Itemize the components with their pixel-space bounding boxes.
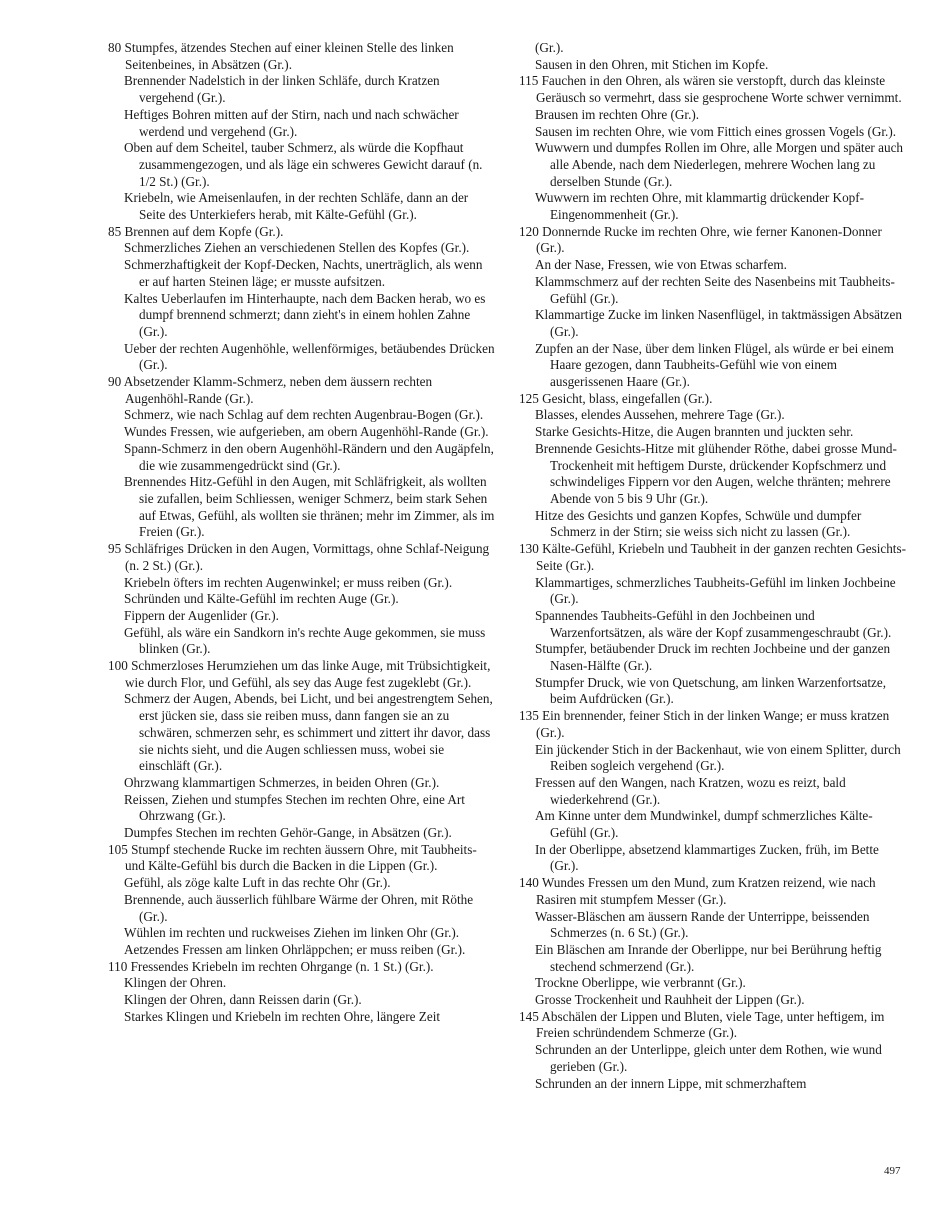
symptom-entry: Heftiges Bohren mitten auf der Stirn, nach und nach schwächer werdend und vergehend (Gr.). bbox=[124, 106, 459, 139]
symptom-entry: Zupfen an der Nase, über dem linken Flügel, als würde er bei einem Haare gezogen, dann Taubheits-Gefühl wie von einem ausgerissenen Haare (Gr.). bbox=[535, 340, 894, 390]
symptom-entry: Sausen in den Ohren, mit Stichen im Kopfe. bbox=[535, 56, 769, 72]
symptom-entry: Wundes Fressen, wie aufgerieben, am obern Augenhöhl-Rande (Gr.). bbox=[124, 424, 489, 440]
symptom-entry: Oben auf dem Scheitel, tauber Schmerz, als würde die Kopfhaut zusammengezogen, und als läge ein schweres Gewicht darauf (n. 1/2 St.) (Gr.). bbox=[124, 140, 483, 189]
symptom-entry: Kriebeln, wie Ameisenlaufen, in der rechten Schläfe, dann an der Seite des Unterkiefers herab, mit Kälte-Gefühl (Gr.). bbox=[124, 190, 469, 223]
symptom-entry: Starkes Klingen und Kriebeln im rechten Ohre, längere Zeit bbox=[124, 1008, 441, 1024]
page-number: 497 bbox=[884, 1165, 901, 1177]
symptom-entry: 120 Donnernde Rucke im rechten Ohre, wie ferner Kanonen-Donner (Gr.). bbox=[519, 223, 882, 256]
symptom-entry: Blasses, elendes Aussehen, mehrere Tage (Gr.). bbox=[535, 407, 785, 423]
symptom-entry: Stumpfer, betäubender Druck im rechten Jochbeine und der ganzen Nasen-Hälfte (Gr.). bbox=[535, 641, 891, 674]
symptom-entry: Starke Gesichts-Hitze, die Augen brannten und juckten sehr. bbox=[535, 424, 854, 440]
symptom-entry: Spannendes Taubheits-Gefühl in den Jochbeinen und Warzenfortsätzen, als wäre der Kopf zusammengeschraubt (Gr.). bbox=[535, 607, 892, 640]
symptom-entry: Klammschmerz auf der rechten Seite des Nasenbeins mit Taubheits-Gefühl (Gr.). bbox=[535, 273, 895, 306]
symptom-entry: Schmerz der Augen, Abends, bei Licht, und bei angestrengtem Sehen, erst jücken sie, dass sie reiben muss, dann fangen sie an zu schwären, schmerzen sehr, es schimmert und zittert ihr davor, dass sie nichts sieht, und die Augen schliessen muss, wobei sie einschläft (Gr.). bbox=[124, 691, 493, 774]
symptom-entry: 110 Fressendes Kriebeln im rechten Ohrgange (n. 1 St.) (Gr.). bbox=[108, 958, 434, 974]
symptom-entry: 90 Absetzender Klamm-Schmerz, neben dem äussern rechten Augenhöhl-Rande (Gr.). bbox=[108, 374, 433, 406]
symptom-entry: Schmerzliches Ziehen an verschiedenen Stellen des Kopfes (Gr.). bbox=[124, 240, 470, 256]
symptom-entry: Fippern der Augenlider (Gr.). bbox=[124, 607, 279, 623]
symptom-entry: Schründen und Kälte-Gefühl im rechten Auge (Gr.). bbox=[124, 591, 399, 607]
symptom-entry: Spann-Schmerz in den obern Augenhöhl-Rändern und den Augäpfeln, die wie zusammengedrückt sind (Gr.). bbox=[124, 440, 494, 473]
symptom-entry: Aetzendes Fressen am linken Ohrläppchen; er muss reiben (Gr.). bbox=[124, 941, 466, 957]
symptom-entry: Sausen im rechten Ohre, wie vom Fittich eines grossen Vogels (Gr.). bbox=[535, 123, 897, 139]
symptom-entry: Wasser-Bläschen am äussern Rande der Unterrippe, beissenden Schmerzes (n. 6 St.) (Gr.). bbox=[535, 908, 870, 941]
symptom-entry: Fressen auf den Wangen, nach Kratzen, wozu es reizt, bald wiederkehrend (Gr.). bbox=[535, 774, 846, 807]
symptom-entry: Klammartiges, schmerzliches Taubheits-Gefühl im linken Jochbeine (Gr.). bbox=[535, 574, 896, 607]
symptom-entry: Brennender Nadelstich in der linken Schläfe, durch Kratzen vergehend (Gr.). bbox=[124, 73, 440, 106]
symptom-entry: Stumpfer Druck, wie von Quetschung, am linken Warzenfortsatze, beim Aufdrücken (Gr.). bbox=[535, 674, 886, 707]
symptom-entry: Brennende Gesichts-Hitze mit glühender Röthe, dabei grosse Mund-Trockenheit mit heftigem Durste, drückender Kopfschmerz und schwindeliges Fippern vor den Augen, welche thränten; mehrere Abende von 5 bis 9 Uhr (Gr.). bbox=[535, 440, 897, 506]
symptom-entry: In der Oberlippe, absetzend klammartiges Zucken, früh, im Bette (Gr.). bbox=[535, 841, 879, 874]
symptom-entry: Klingen der Ohren. bbox=[124, 975, 227, 991]
symptom-entry: Wuwwern im rechten Ohre, mit klammartig drückender Kopf-Eingenommenheit (Gr.). bbox=[535, 190, 865, 223]
symptom-entry: 105 Stumpf stechende Rucke im rechten äussern Ohre, mit Taubheits- und Kälte-Gefühl bis durch die Backen in die Lippen (Gr.). bbox=[108, 841, 477, 874]
symptom-entry: Gefühl, als wäre ein Sandkorn in's rechte Auge gekommen, sie muss blinken (Gr.). bbox=[124, 624, 486, 657]
symptom-entry: Klammartige Zucke im linken Nasenflügel, in taktmässigen Absätzen (Gr.). bbox=[535, 307, 902, 339]
symptom-entry: 85 Brennen auf dem Kopfe (Gr.). bbox=[108, 223, 284, 239]
symptom-entry: (Gr.). bbox=[535, 40, 564, 55]
symptom-entry: Hitze des Gesichts und ganzen Kopfes, Schwüle und dumpfer Schmerz in der Stirn; sie weiss sich nicht zu lassen (Gr.). bbox=[535, 507, 862, 540]
symptom-entry: Wuwwern und dumpfes Rollen im Ohre, alle Morgen und später auch alle Abende, nach dem Niederlegen, mehrere Wochen lang zu derselben Stunde (Gr.). bbox=[535, 140, 904, 189]
left-column bbox=[108, 40, 496, 1025]
symptom-entry: 100 Schmerzloses Herumziehen um das linke Auge, mit Trübsichtigkeit, wie durch Flor, und Gefühl, als sey das Auge fest zugeklebt (Gr.). bbox=[108, 658, 491, 690]
symptom-entry: Schmerz, wie nach Schlag auf dem rechten Augenbrau-Bogen (Gr.). bbox=[124, 407, 484, 423]
symptom-entry: Ein Bläschen am Inrande der Oberlippe, nur bei Berührung heftig stechend schmerzend (Gr.). bbox=[535, 941, 882, 974]
symptom-entry: Ein jückender Stich in der Backenhaut, wie von einem Splitter, durch Reiben sogleich vergehend (Gr.). bbox=[535, 741, 901, 774]
symptom-entry: Grosse Trockenheit und Rauhheit der Lippen (Gr.). bbox=[535, 992, 805, 1008]
symptom-entry: Kriebeln öfters im rechten Augenwinkel; er muss reiben (Gr.). bbox=[124, 574, 453, 590]
symptom-entry: Klingen der Ohren, dann Reissen darin (Gr.). bbox=[124, 992, 362, 1008]
symptom-entry: 145 Abschälen der Lippen und Bluten, viele Tage, unter heftigem, im Freien schründendem Schmerze (Gr.). bbox=[519, 1008, 885, 1041]
symptom-entry: Am Kinne unter dem Mundwinkel, dumpf schmerzliches Kälte-Gefühl (Gr.). bbox=[535, 808, 873, 841]
symptom-entry: 80 Stumpfes, ätzendes Stechen auf einer kleinen Stelle des linken Seitenbeines, in Absätzen (Gr.). bbox=[108, 40, 454, 72]
symptom-entry: 115 Fauchen in den Ohren, als wären sie verstopft, durch das kleinste Geräusch so vermehrt, dass sie gesprochene Worte schwer vernimmt. bbox=[519, 73, 902, 106]
symptom-entry: Wühlen im rechten und ruckweises Ziehen im linken Ohr (Gr.). bbox=[124, 925, 460, 941]
symptom-entry: 95 Schläfriges Drücken in den Augen, Vormittags, ohne Schlaf-Neigung (n. 2 St.) (Gr.). bbox=[108, 541, 490, 573]
symptom-entry: Gefühl, als zöge kalte Luft in das rechte Ohr (Gr.). bbox=[124, 875, 391, 891]
symptom-entry: An der Nase, Fressen, wie von Etwas scharfem. bbox=[535, 257, 787, 273]
symptom-entry: Reissen, Ziehen und stumpfes Stechen im rechten Ohre, eine Art Ohrzwang (Gr.). bbox=[124, 791, 465, 824]
symptom-entry: Brennende, auch äusserlich fühlbare Wärme der Ohren, mit Röthe (Gr.). bbox=[124, 891, 474, 924]
symptom-entry: Dumpfes Stechen im rechten Gehör-Gange, in Absätzen (Gr.). bbox=[124, 825, 452, 841]
symptom-entry: Schrunden an der innern Lippe, mit schmerzhaftem bbox=[535, 1075, 807, 1091]
symptom-entry: Kaltes Ueberlaufen im Hinterhaupte, nach dem Backen herab, wo es dumpf brennend schmerzt; dann zieht's in einem hohlen Zahne (Gr.). bbox=[124, 290, 486, 339]
symptom-entry: Ohrzwang klammartigen Schmerzes, in beiden Ohren (Gr.). bbox=[124, 774, 440, 790]
symptom-entry: Ueber der rechten Augenhöhle, wellenförmiges, betäubendes Drücken (Gr.). bbox=[124, 340, 495, 373]
symptom-entry: Trockne Oberlippe, wie verbrannt (Gr.). bbox=[535, 975, 746, 991]
symptom-entry: Brennendes Hitz-Gefühl in den Augen, mit Schläfrigkeit, als wollten sie zufallen, beim Schliessen, weniger Schmerz, beim stark Sehen auf Etwas, Gefühl, als wollten sie thränen; mehr im Zimmer, als im Freien (Gr.). bbox=[124, 474, 495, 540]
right-column bbox=[519, 40, 907, 1092]
symptom-entry: Schmerzhaftigkeit der Kopf-Decken, Nachts, unerträglich, als wenn er auf harten Steinen läge; er musste aufsitzen. bbox=[124, 257, 483, 289]
symptom-entry: 140 Wundes Fressen um den Mund, zum Kratzen reizend, wie nach Rasiren mit stumpfem Messer (Gr.). bbox=[519, 875, 876, 907]
symptom-entry: Schrunden an der Unterlippe, gleich unter dem Rothen, wie wund gerieben (Gr.). bbox=[535, 1042, 882, 1074]
symptom-entry: 125 Gesicht, blass, eingefallen (Gr.). bbox=[519, 390, 713, 406]
symptom-entry: 130 Kälte-Gefühl, Kriebeln und Taubheit in der ganzen rechten Gesichts-Seite (Gr.). bbox=[519, 541, 906, 573]
symptom-entry: 135 Ein brennender, feiner Stich in der linken Wange; er muss kratzen (Gr.). bbox=[519, 708, 890, 740]
symptom-entry: Brausen im rechten Ohre (Gr.). bbox=[535, 106, 700, 122]
